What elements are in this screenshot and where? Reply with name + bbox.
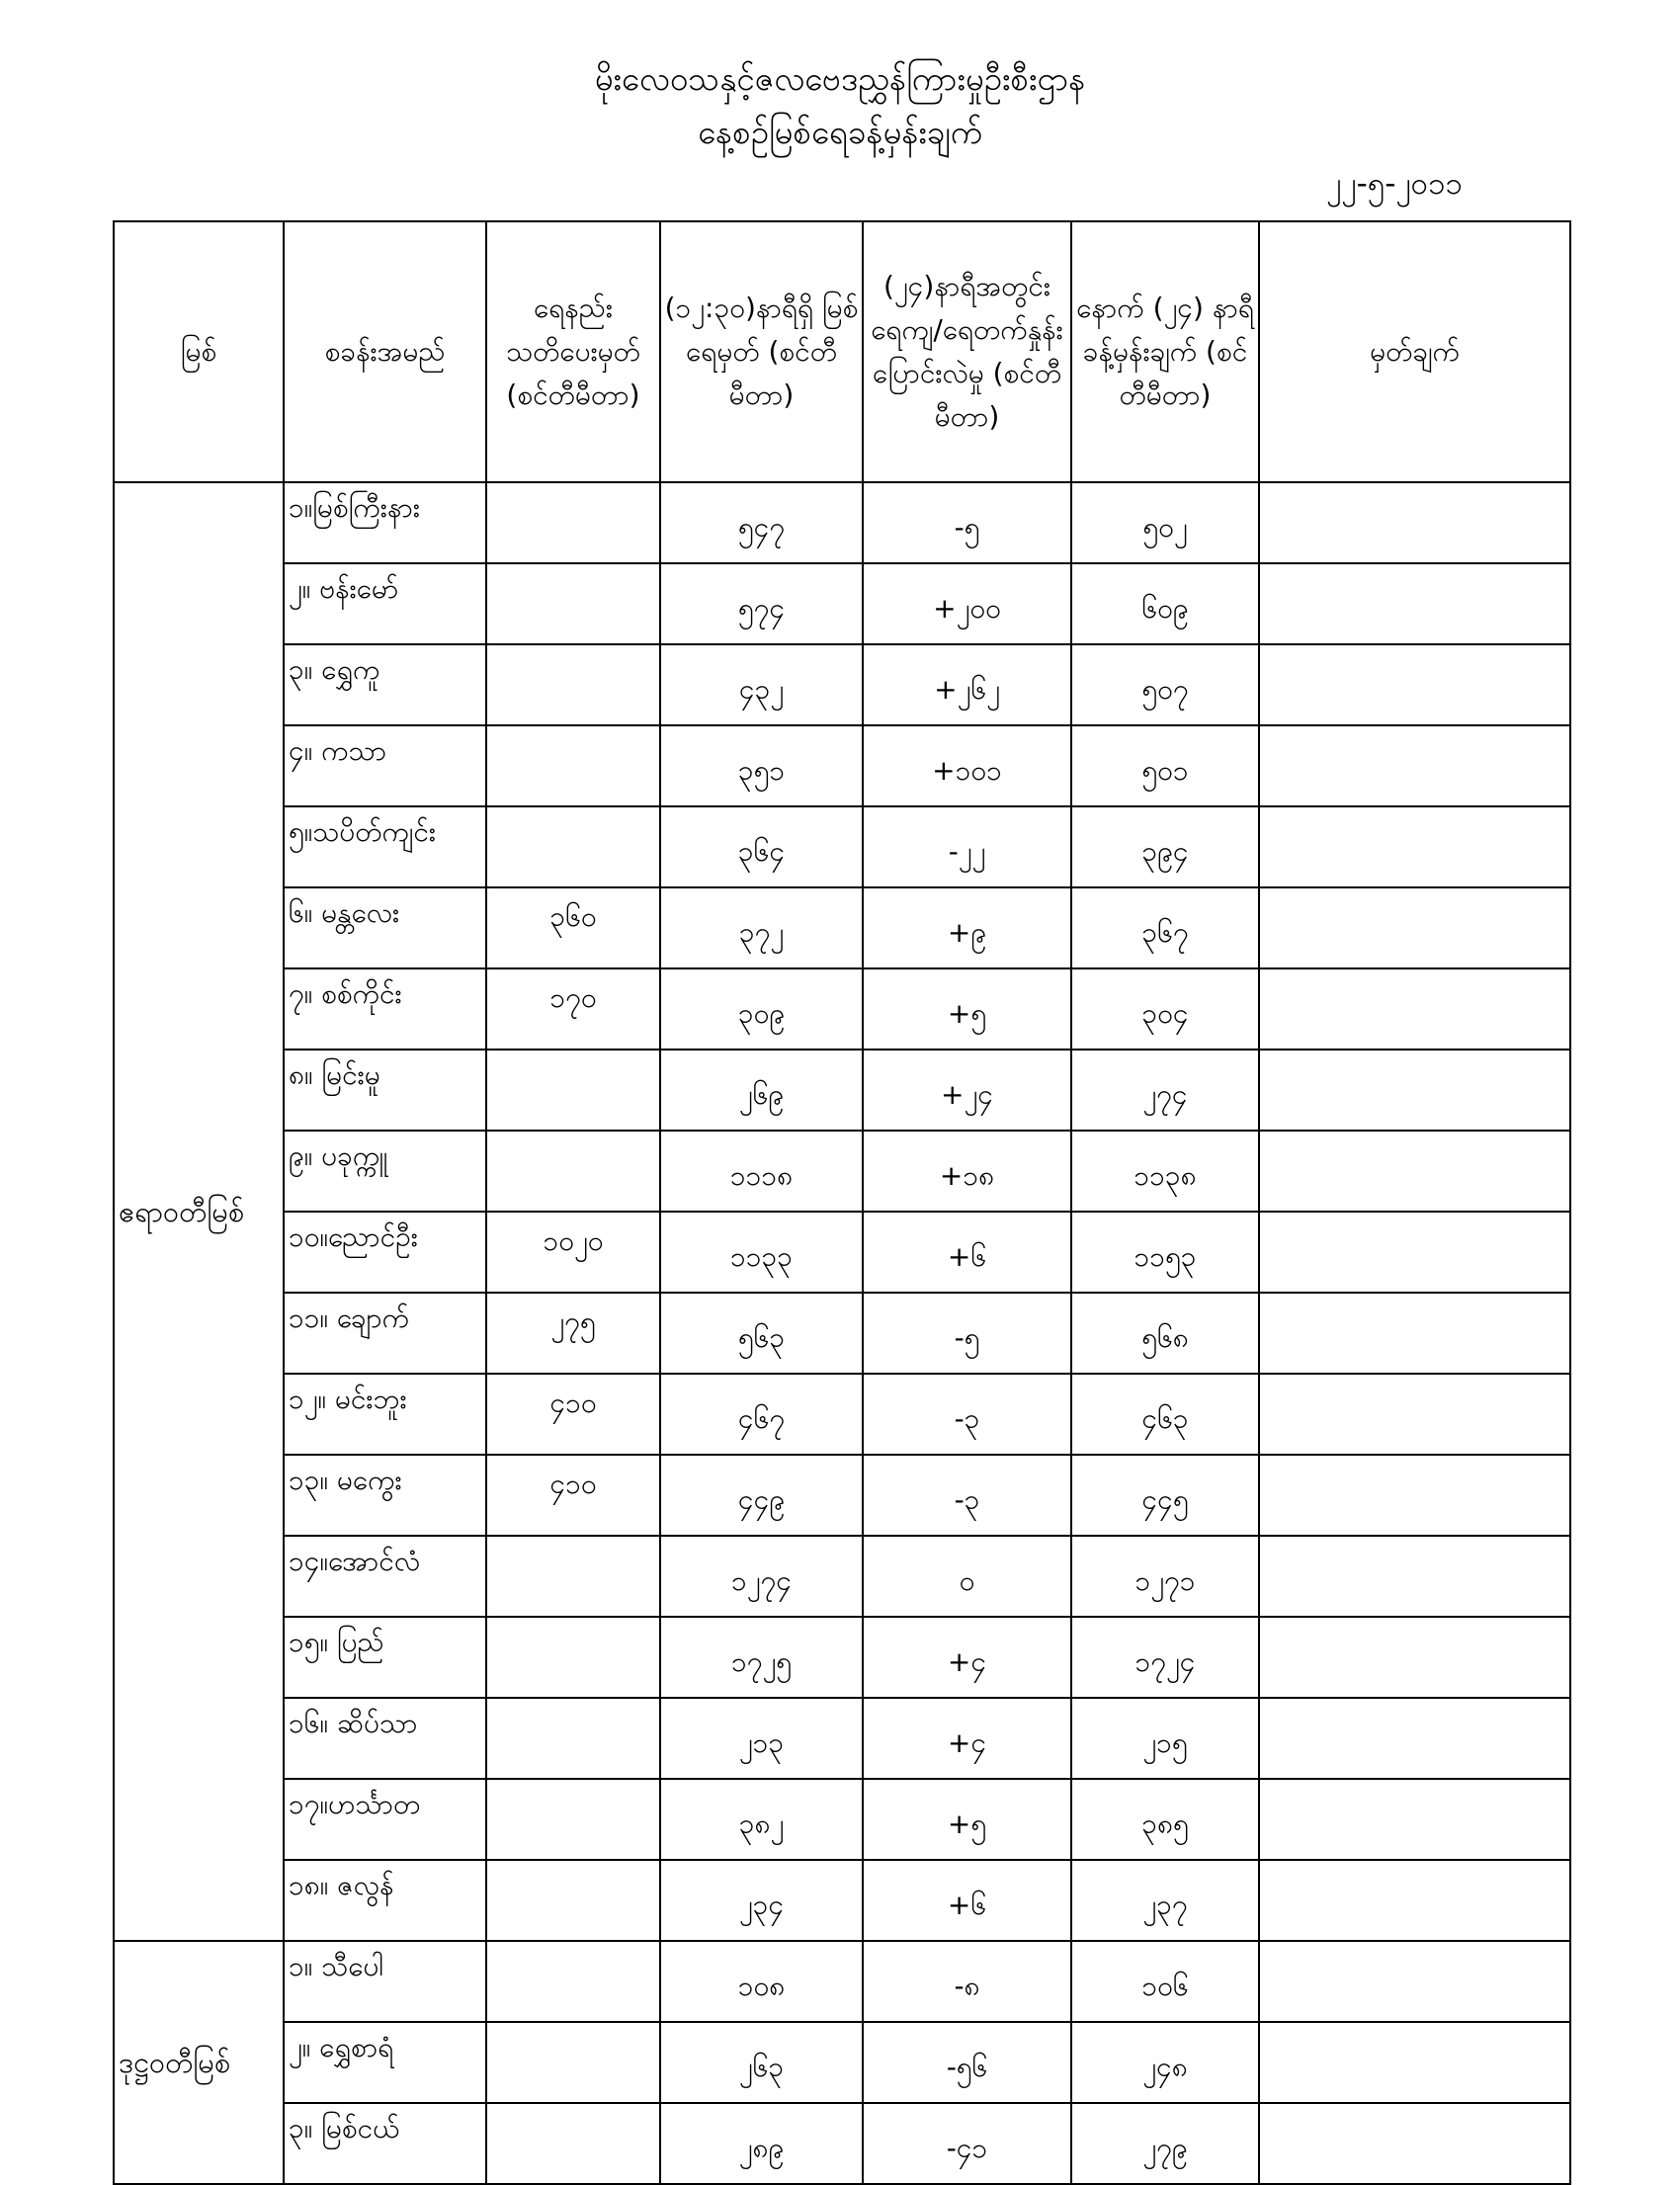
table-row xyxy=(114,887,1570,968)
warning-level-cell xyxy=(486,2022,660,2103)
header-station: စခန်းအမည် xyxy=(284,221,486,482)
report-date: ၂၂-၅-၂၀၁၁ xyxy=(1326,166,1463,202)
water-level-cell: ၃၇၂ xyxy=(660,887,863,968)
level-change-cell: -၅ xyxy=(863,1293,1071,1374)
water-level-cell: ၅၇၄ xyxy=(660,563,863,644)
forecast-cell: ၅၀၇ xyxy=(1071,644,1259,725)
remarks-cell xyxy=(1259,644,1570,725)
level-change-cell: +၅ xyxy=(863,1779,1071,1860)
table-row xyxy=(114,644,1570,725)
table-row xyxy=(114,1131,1570,1212)
report-title: နေ့စဉ်မြစ်ရေခန့်မှန်းချက် xyxy=(698,113,982,151)
water-level-cell: ၃၆၄ xyxy=(660,806,863,887)
warning-level-cell: ၁၀၂၀ xyxy=(486,1212,660,1293)
station-name-cell: ၅။သပိတ်ကျင်း xyxy=(284,806,486,887)
warning-level-cell xyxy=(486,1698,660,1779)
warning-level-cell xyxy=(486,1131,660,1212)
table-row xyxy=(114,563,1570,644)
station-name-cell: ၁၁။ ချောက် xyxy=(284,1293,486,1374)
warning-level-cell xyxy=(486,725,660,806)
warning-level-cell: ၂၇၅ xyxy=(486,1293,660,1374)
table-row xyxy=(114,1455,1570,1536)
forecast-cell: ၂၁၅ xyxy=(1071,1698,1259,1779)
remarks-cell xyxy=(1259,1050,1570,1131)
remarks-cell xyxy=(1259,1536,1570,1617)
forecast-cell: ၃၆၇ xyxy=(1071,887,1259,968)
forecast-cell: ၁၇၂၄ xyxy=(1071,1617,1259,1698)
level-change-cell: -၃ xyxy=(863,1455,1071,1536)
station-name-cell: ၈။ မြင်းမူ xyxy=(284,1050,486,1131)
remarks-cell xyxy=(1259,1131,1570,1212)
water-level-cell: ၅၄၇ xyxy=(660,482,863,563)
water-level-cell: ၃၀၉ xyxy=(660,968,863,1050)
station-name-cell: ၁။မြစ်ကြီးနား xyxy=(284,482,486,563)
warning-level-cell xyxy=(486,482,660,563)
forecast-cell: ၅၀၂ xyxy=(1071,482,1259,563)
station-name-cell: ၁။ သီပေါ xyxy=(284,1941,486,2022)
header-warning-level: ရေနည်း သတိပေးမှတ် (စင်တီမီတာ) xyxy=(486,221,660,482)
remarks-cell xyxy=(1259,1941,1570,2022)
forecast-cell: ၄၄၅ xyxy=(1071,1455,1259,1536)
forecast-cell: ၃၀၄ xyxy=(1071,968,1259,1050)
table-row xyxy=(114,806,1570,887)
level-change-cell: +၆ xyxy=(863,1212,1071,1293)
table-row xyxy=(114,1617,1570,1698)
warning-level-cell xyxy=(486,1860,660,1941)
station-name-cell: ၉။ ပခုက္ကူ xyxy=(284,1131,486,1212)
remarks-cell xyxy=(1259,725,1570,806)
level-change-cell: -၅ xyxy=(863,482,1071,563)
water-level-cell: ၁၁၁၈ xyxy=(660,1131,863,1212)
station-name-cell: ၁၂။ မင်းဘူး xyxy=(284,1374,486,1455)
table-row xyxy=(114,2103,1570,2184)
remarks-cell xyxy=(1259,968,1570,1050)
station-name-cell: ၁၀။ညောင်ဦး xyxy=(284,1212,486,1293)
forecast-cell: ၂၄၈ xyxy=(1071,2022,1259,2103)
level-change-cell: +၂၄ xyxy=(863,1050,1071,1131)
station-name-cell: ၁၈။ ဇလွန် xyxy=(284,1860,486,1941)
remarks-cell xyxy=(1259,1860,1570,1941)
station-name-cell: ၁၆။ ဆိပ်သာ xyxy=(284,1698,486,1779)
remarks-cell xyxy=(1259,806,1570,887)
warning-level-cell xyxy=(486,806,660,887)
forecast-cell: ၁၁၅၃ xyxy=(1071,1212,1259,1293)
river-name-cell: ဧရာဝတီမြစ် xyxy=(114,482,284,1941)
remarks-cell xyxy=(1259,2103,1570,2184)
station-name-cell: ၁၄။အောင်လံ xyxy=(284,1536,486,1617)
level-change-cell: +၄ xyxy=(863,1617,1071,1698)
remarks-cell xyxy=(1259,1293,1570,1374)
warning-level-cell xyxy=(486,1536,660,1617)
river-name-cell: ဒုဋ္ဌဝတီမြစ် xyxy=(114,1941,284,2184)
remarks-cell xyxy=(1259,2022,1570,2103)
level-change-cell: +၁၀၁ xyxy=(863,725,1071,806)
header-water-level: (၁၂:၃၀)နာရီရှိ မြစ်ရေမှတ် (စင်တီမီတာ) xyxy=(660,221,863,482)
station-name-cell: ၄။ ကသာ xyxy=(284,725,486,806)
forecast-cell: ၁၂၇၁ xyxy=(1071,1536,1259,1617)
water-level-cell: ၄၄၉ xyxy=(660,1455,863,1536)
remarks-cell xyxy=(1259,887,1570,968)
table-row xyxy=(114,1212,1570,1293)
forecast-cell: ၂၇၄ xyxy=(1071,1050,1259,1131)
water-level-cell: ၁၂၇၄ xyxy=(660,1536,863,1617)
table-row xyxy=(114,1536,1570,1617)
level-change-cell: -၄၁ xyxy=(863,2103,1071,2184)
level-change-cell: +၅ xyxy=(863,968,1071,1050)
water-level-cell: ၁၇၂၅ xyxy=(660,1617,863,1698)
table-header-row xyxy=(114,221,1570,482)
warning-level-cell: ၄၁၀ xyxy=(486,1455,660,1536)
level-change-cell: +၁၈ xyxy=(863,1131,1071,1212)
warning-level-cell xyxy=(486,1617,660,1698)
water-level-cell: ၂၆၉ xyxy=(660,1050,863,1131)
remarks-cell xyxy=(1259,482,1570,563)
header-river: မြစ် xyxy=(114,221,284,482)
forecast-cell: ၄၆၃ xyxy=(1071,1374,1259,1455)
station-name-cell: ၁၃။ မကွေး xyxy=(284,1455,486,1536)
warning-level-cell xyxy=(486,1779,660,1860)
water-level-cell: ၁၀၈ xyxy=(660,1941,863,2022)
forecast-cell: ၁၀၆ xyxy=(1071,1941,1259,2022)
level-change-cell: +၂၀၀ xyxy=(863,563,1071,644)
remarks-cell xyxy=(1259,1698,1570,1779)
level-change-cell: +၉ xyxy=(863,887,1071,968)
water-level-cell: ၃၅၁ xyxy=(660,725,863,806)
station-name-cell: ၂။ ရွှေစာရံ xyxy=(284,2022,486,2103)
table-row xyxy=(114,2022,1570,2103)
table-row xyxy=(114,725,1570,806)
station-name-cell: ၆။ မန္တလေး xyxy=(284,887,486,968)
remarks-cell xyxy=(1259,1779,1570,1860)
level-change-cell: -၃ xyxy=(863,1374,1071,1455)
water-level-cell: ၂၆၃ xyxy=(660,2022,863,2103)
station-name-cell: ၇။ စစ်ကိုင်း xyxy=(284,968,486,1050)
station-name-cell: ၃။ ရွှေကူ xyxy=(284,644,486,725)
warning-level-cell: ၁၇၀ xyxy=(486,968,660,1050)
forecast-cell: ၃၈၅ xyxy=(1071,1779,1259,1860)
water-level-cell: ၃၈၂ xyxy=(660,1779,863,1860)
level-change-cell: -၈ xyxy=(863,1941,1071,2022)
station-name-cell: ၁၇။ဟင်္သာတ xyxy=(284,1779,486,1860)
table-row xyxy=(114,1941,1570,2022)
table-row xyxy=(114,968,1570,1050)
table-row xyxy=(114,1860,1570,1941)
level-change-cell: +၆ xyxy=(863,1860,1071,1941)
forecast-cell: ၁၁၃၈ xyxy=(1071,1131,1259,1212)
warning-level-cell: ၄၁၀ xyxy=(486,1374,660,1455)
remarks-cell xyxy=(1259,563,1570,644)
forecast-cell: ၅၀၁ xyxy=(1071,725,1259,806)
water-level-cell: ၄၆၇ xyxy=(660,1374,863,1455)
level-change-cell: ၀ xyxy=(863,1536,1071,1617)
remarks-cell xyxy=(1259,1617,1570,1698)
remarks-cell xyxy=(1259,1374,1570,1455)
warning-level-cell xyxy=(486,1050,660,1131)
level-change-cell: -၂၂ xyxy=(863,806,1071,887)
table-row xyxy=(114,1698,1570,1779)
table-row xyxy=(114,1050,1570,1131)
forecast-cell: ၂၇၉ xyxy=(1071,2103,1259,2184)
table-body xyxy=(114,482,1570,2184)
water-level-cell: ၄၃၂ xyxy=(660,644,863,725)
forecast-cell: ၂၃၇ xyxy=(1071,1860,1259,1941)
table-row xyxy=(114,1779,1570,1860)
station-name-cell: ၁၅။ ပြည် xyxy=(284,1617,486,1698)
department-title: မိုးလေဝသနှင့်ဇလဗေဒညွှန်ကြားမှုဦးစီးဌာန xyxy=(594,59,1086,98)
level-change-cell: +၄ xyxy=(863,1698,1071,1779)
water-level-cell: ၁၁၃၃ xyxy=(660,1212,863,1293)
header-remarks: မှတ်ချက် xyxy=(1259,221,1570,482)
level-change-cell: -၅၆ xyxy=(863,2022,1071,2103)
table-row xyxy=(114,1374,1570,1455)
forecast-cell: ၃၉၄ xyxy=(1071,806,1259,887)
table-row xyxy=(114,1293,1570,1374)
remarks-cell xyxy=(1259,1455,1570,1536)
table-row xyxy=(114,482,1570,563)
header-forecast: နောက် (၂၄) နာရီ ခန့်မှန်းချက် (စင်တီမီတာ) xyxy=(1071,221,1259,482)
warning-level-cell xyxy=(486,1941,660,2022)
station-name-cell: ၃။ မြစ်ငယ် xyxy=(284,2103,486,2184)
water-level-cell: ၅၆၃ xyxy=(660,1293,863,1374)
forecast-cell: ၆၀၉ xyxy=(1071,563,1259,644)
warning-level-cell xyxy=(486,644,660,725)
water-level-cell: ၂၁၃ xyxy=(660,1698,863,1779)
warning-level-cell xyxy=(486,563,660,644)
water-level-cell: ၂၃၄ xyxy=(660,1860,863,1941)
forecast-cell: ၅၆၈ xyxy=(1071,1293,1259,1374)
river-level-table xyxy=(113,220,1571,2185)
water-level-cell: ၂၈၉ xyxy=(660,2103,863,2184)
station-name-cell: ၂။ ဗန်းမော် xyxy=(284,563,486,644)
warning-level-cell xyxy=(486,2103,660,2184)
remarks-cell xyxy=(1259,1212,1570,1293)
warning-level-cell: ၃၆၀ xyxy=(486,887,660,968)
header-change: (၂၄)နာရီအတွင်း ရေကျ/ရေတက်နှုန်း ပြောင်းလဲမှု (စင်တီမီတာ) xyxy=(863,221,1071,482)
level-change-cell: +၂၆၂ xyxy=(863,644,1071,725)
